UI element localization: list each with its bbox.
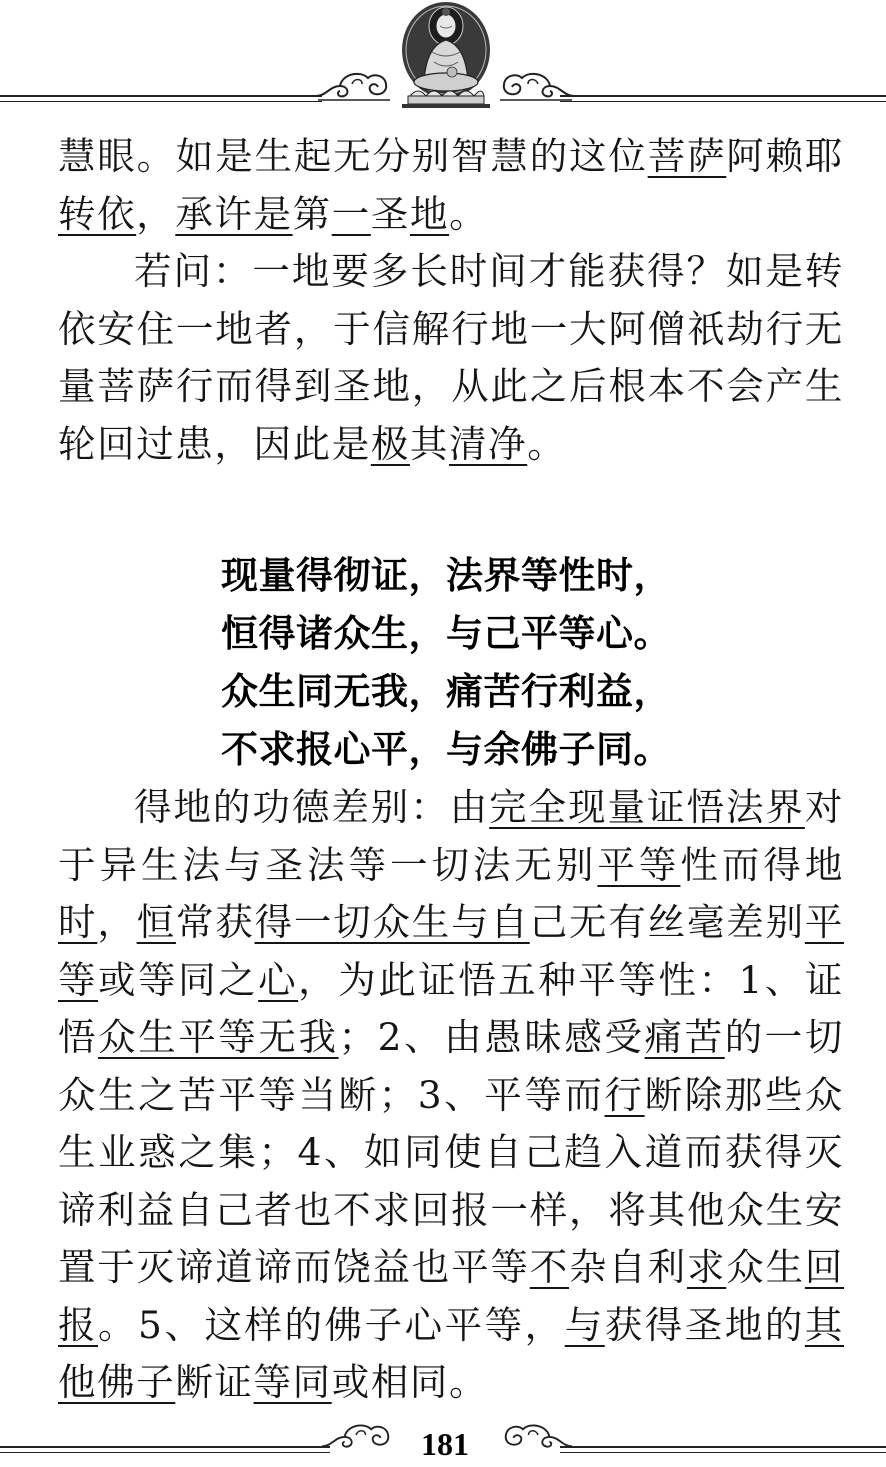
underlined-text: 平等: [597, 842, 681, 887]
text-run: ，为此证悟五种平等性：1、证悟: [58, 957, 844, 1059]
text-run: 若问：一地要多长时间才能获得？如是转依安住一地者，于信解行地一大阿僧祇劫行无量菩萨行而得到圣地，从此之后根本不会产生轮回过患，因此是: [58, 249, 844, 466]
header-rule-left: [0, 95, 322, 97]
underlined-text: 回报: [58, 1245, 844, 1347]
paragraph-2: [58, 243, 844, 473]
root-verse: [221, 547, 681, 779]
underlined-text: 转依: [58, 191, 137, 236]
text-run: 众生: [726, 1245, 805, 1289]
underlined-text: 痛苦: [644, 1015, 725, 1059]
footer-rule-right-thin: [560, 1452, 886, 1453]
page-body: [58, 128, 844, 1412]
header-rule-right-thin: [560, 101, 886, 102]
verse-line: 众生同无我，痛苦行利益，: [221, 670, 671, 713]
text-run: 。5、这样的佛子心平等，: [98, 1302, 565, 1347]
cloud-scroll-icon: [498, 66, 578, 102]
text-run: 常获: [175, 900, 255, 944]
underlined-text: 与: [564, 1302, 605, 1347]
text-run: 性而得地: [680, 842, 845, 887]
underlined-text: 其他佛子: [58, 1302, 844, 1404]
text-run: 阿赖耶: [726, 134, 845, 178]
commentary-paragraph: [58, 779, 844, 1412]
text-run: 或等同之: [98, 957, 259, 1002]
text-run: 杂自利: [569, 1245, 687, 1289]
text-run: 断证: [175, 1360, 254, 1404]
paragraph-1: [58, 128, 844, 243]
buddha-icon: [398, 0, 494, 110]
text-run: 获得圣地的: [604, 1302, 805, 1347]
page-footer: [0, 1408, 886, 1467]
underlined-text: 地: [409, 191, 450, 236]
underlined-text: 时: [58, 900, 98, 944]
text-run: 得地的功德差别：由: [134, 785, 490, 829]
header-rule-right: [560, 95, 886, 97]
underlined-text: 等同: [253, 1360, 332, 1404]
verse-spacing: [58, 473, 844, 547]
page-number: 181: [421, 1426, 469, 1462]
underlined-text: 行: [604, 1072, 645, 1117]
text-run: 对于异生法与圣法等一切法无别: [58, 785, 844, 887]
cloud-scroll-icon: [500, 1418, 576, 1452]
text-run: 慧眼。如是生起无分别智慧的这位: [58, 134, 648, 178]
underlined-text: 心: [258, 957, 299, 1002]
text-run: 。: [449, 191, 489, 236]
underlined-text: 承许是: [175, 191, 293, 236]
underlined-text: 完全现量证悟法界: [489, 785, 805, 829]
cloud-scroll-icon: [318, 1418, 394, 1452]
underlined-text: 众生平等无我: [98, 1015, 339, 1059]
text-run: 第: [292, 191, 332, 236]
underlined-text: 平等: [58, 900, 844, 1002]
footer-rule-left-thin: [0, 1452, 330, 1453]
underlined-text: 得一切众生与自: [254, 900, 530, 944]
footer-rule-left: [0, 1446, 330, 1448]
underlined-text: 清净: [449, 421, 528, 466]
text-run: ，: [136, 191, 176, 236]
verse-line: 不求报心平，与余佛子同。: [221, 728, 671, 771]
page-header: [0, 0, 886, 115]
underlined-text: 恒: [136, 900, 176, 944]
text-run: 己无有丝毫差别: [529, 900, 805, 944]
text-run: ；2、由愚昧感受: [338, 1015, 645, 1059]
underlined-text: 求: [686, 1245, 727, 1289]
header-rule-left-thin: [0, 101, 322, 102]
text-run: 或相同。: [331, 1360, 489, 1404]
underlined-text: 菩萨: [647, 134, 727, 178]
footer-rule-right: [560, 1446, 886, 1448]
text-run: 其: [409, 421, 450, 466]
text-run: ，: [97, 900, 137, 944]
text-run: 圣: [370, 191, 410, 236]
verse-line: 现量得彻证，法界等性时，: [221, 554, 671, 597]
text-run: 。: [527, 421, 567, 466]
underlined-text: 极: [370, 421, 410, 466]
text-run: 断除那些众生业惑之集；4、如同使自己趋入道而获得灭谛利益自己者也不求回报一样，将其他众生安置于灭谛道谛而饶益也平等: [58, 1072, 845, 1289]
verse-line: 恒得诸众生，与己平等心。: [221, 612, 671, 655]
text-run: 的一切众生之苦平等当断；3、平等而: [58, 1015, 844, 1117]
underlined-text: 一: [331, 191, 371, 236]
cloud-scroll-icon: [312, 66, 392, 102]
underlined-text: 不: [529, 1245, 570, 1289]
